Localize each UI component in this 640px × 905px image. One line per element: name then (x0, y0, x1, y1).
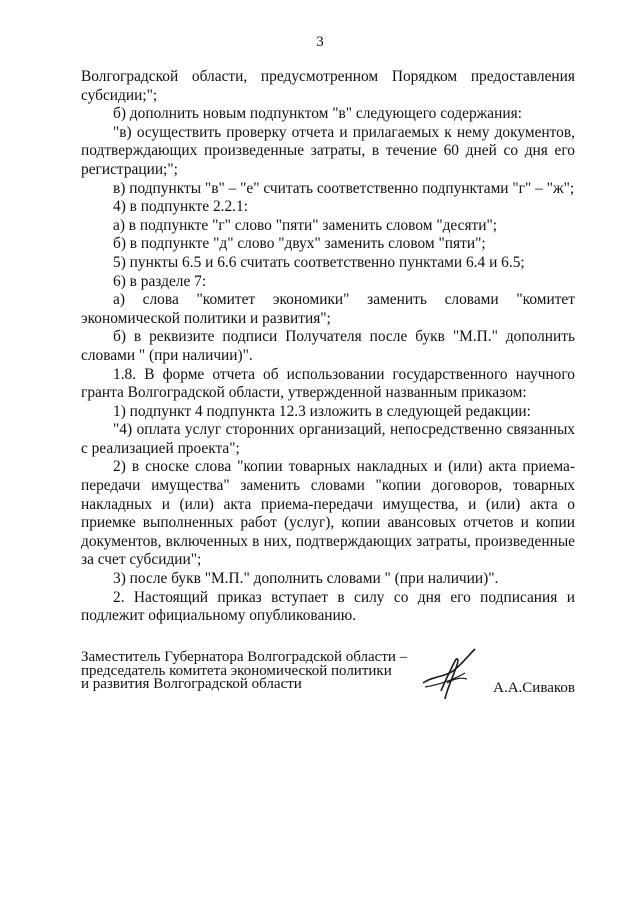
paragraph: 2) в сноске слова "копии товарных накладных и (или) акта приема-передачи имущества" заменить словами "копии договоров, товарных накладных и (или) акта приема-передачи имущества, и (или) акта о приемке выполненных работ (услуг), копии авансовых отчетов и копии документов, включенных в них, подтверждающих затраты, произведенные за счет субсидии"; (81, 458, 575, 569)
signatory-position-line: председатель комитета экономической политики (81, 662, 392, 679)
paragraph: 1.8. В форме отчета об использовании государственного научного гранта Волгоградской области, утвержденной названным приказом: (81, 365, 575, 402)
signatory-name: А.А.Сиваков (493, 680, 575, 696)
signatory-position-line: и развития Волгоградской области (81, 676, 302, 692)
paragraph: 3) после букв "М.П." дополнить словами " (при наличии)". (113, 570, 499, 588)
paragraph: 2. Настоящий приказ вступает в силу со дня его подписания и подлежит официальному опубликованию. (81, 588, 575, 625)
paragraph: в) подпункты "в" – "е" считать соответственно подпунктами "г" – "ж"; (113, 179, 575, 197)
handwritten-signature (417, 643, 481, 703)
paragraph: а) в подпункте "г" слово "пяти" заменить словом "десяти"; (113, 216, 498, 234)
paragraph: "4) оплата услуг сторонних организаций, непосредственно связанных с реализацией проекта"; (81, 421, 575, 457)
document-body (81, 68, 575, 626)
page-number: 3 (316, 34, 324, 50)
paragraph: 4) в подпункте 2.2.1: (113, 198, 249, 216)
paragraph: б) в подпункте "д" слово "двух" заменить словом "пяти"; (113, 235, 486, 253)
paragraph: "в) осуществить проверку отчета и прилагаемых к нему документов, подтверждающих произведенные затраты, в течение 60 дней со дня его регистрации;"; (81, 123, 575, 178)
signatory-position-line: Заместитель Губернатора Волгоградской области – (81, 649, 408, 665)
paragraph: б) дополнить новым подпунктом "в" следующего содержания: (113, 105, 522, 123)
paragraph: Волгоградской области, предусмотренном Порядком предоставления субсидии;"; (81, 68, 575, 104)
signatory-position (81, 651, 441, 692)
paragraph: а) слова "комитет экономики" заменить словами "комитет экономической политики и развития"; (81, 291, 575, 327)
paragraph: 5) пункты 6.5 и 6.6 считать соответственно пунктами 6.4 и 6.5; (113, 253, 525, 271)
paragraph: б) в реквизите подписи Получателя после букв "М.П." дополнить словами " (при наличии)". (81, 328, 575, 364)
paragraph: 6) в разделе 7: (113, 272, 207, 290)
paragraph: 1) подпункт 4 подпункта 12.3 изложить в следующей редакции: (113, 402, 531, 420)
signature-block (81, 651, 575, 711)
